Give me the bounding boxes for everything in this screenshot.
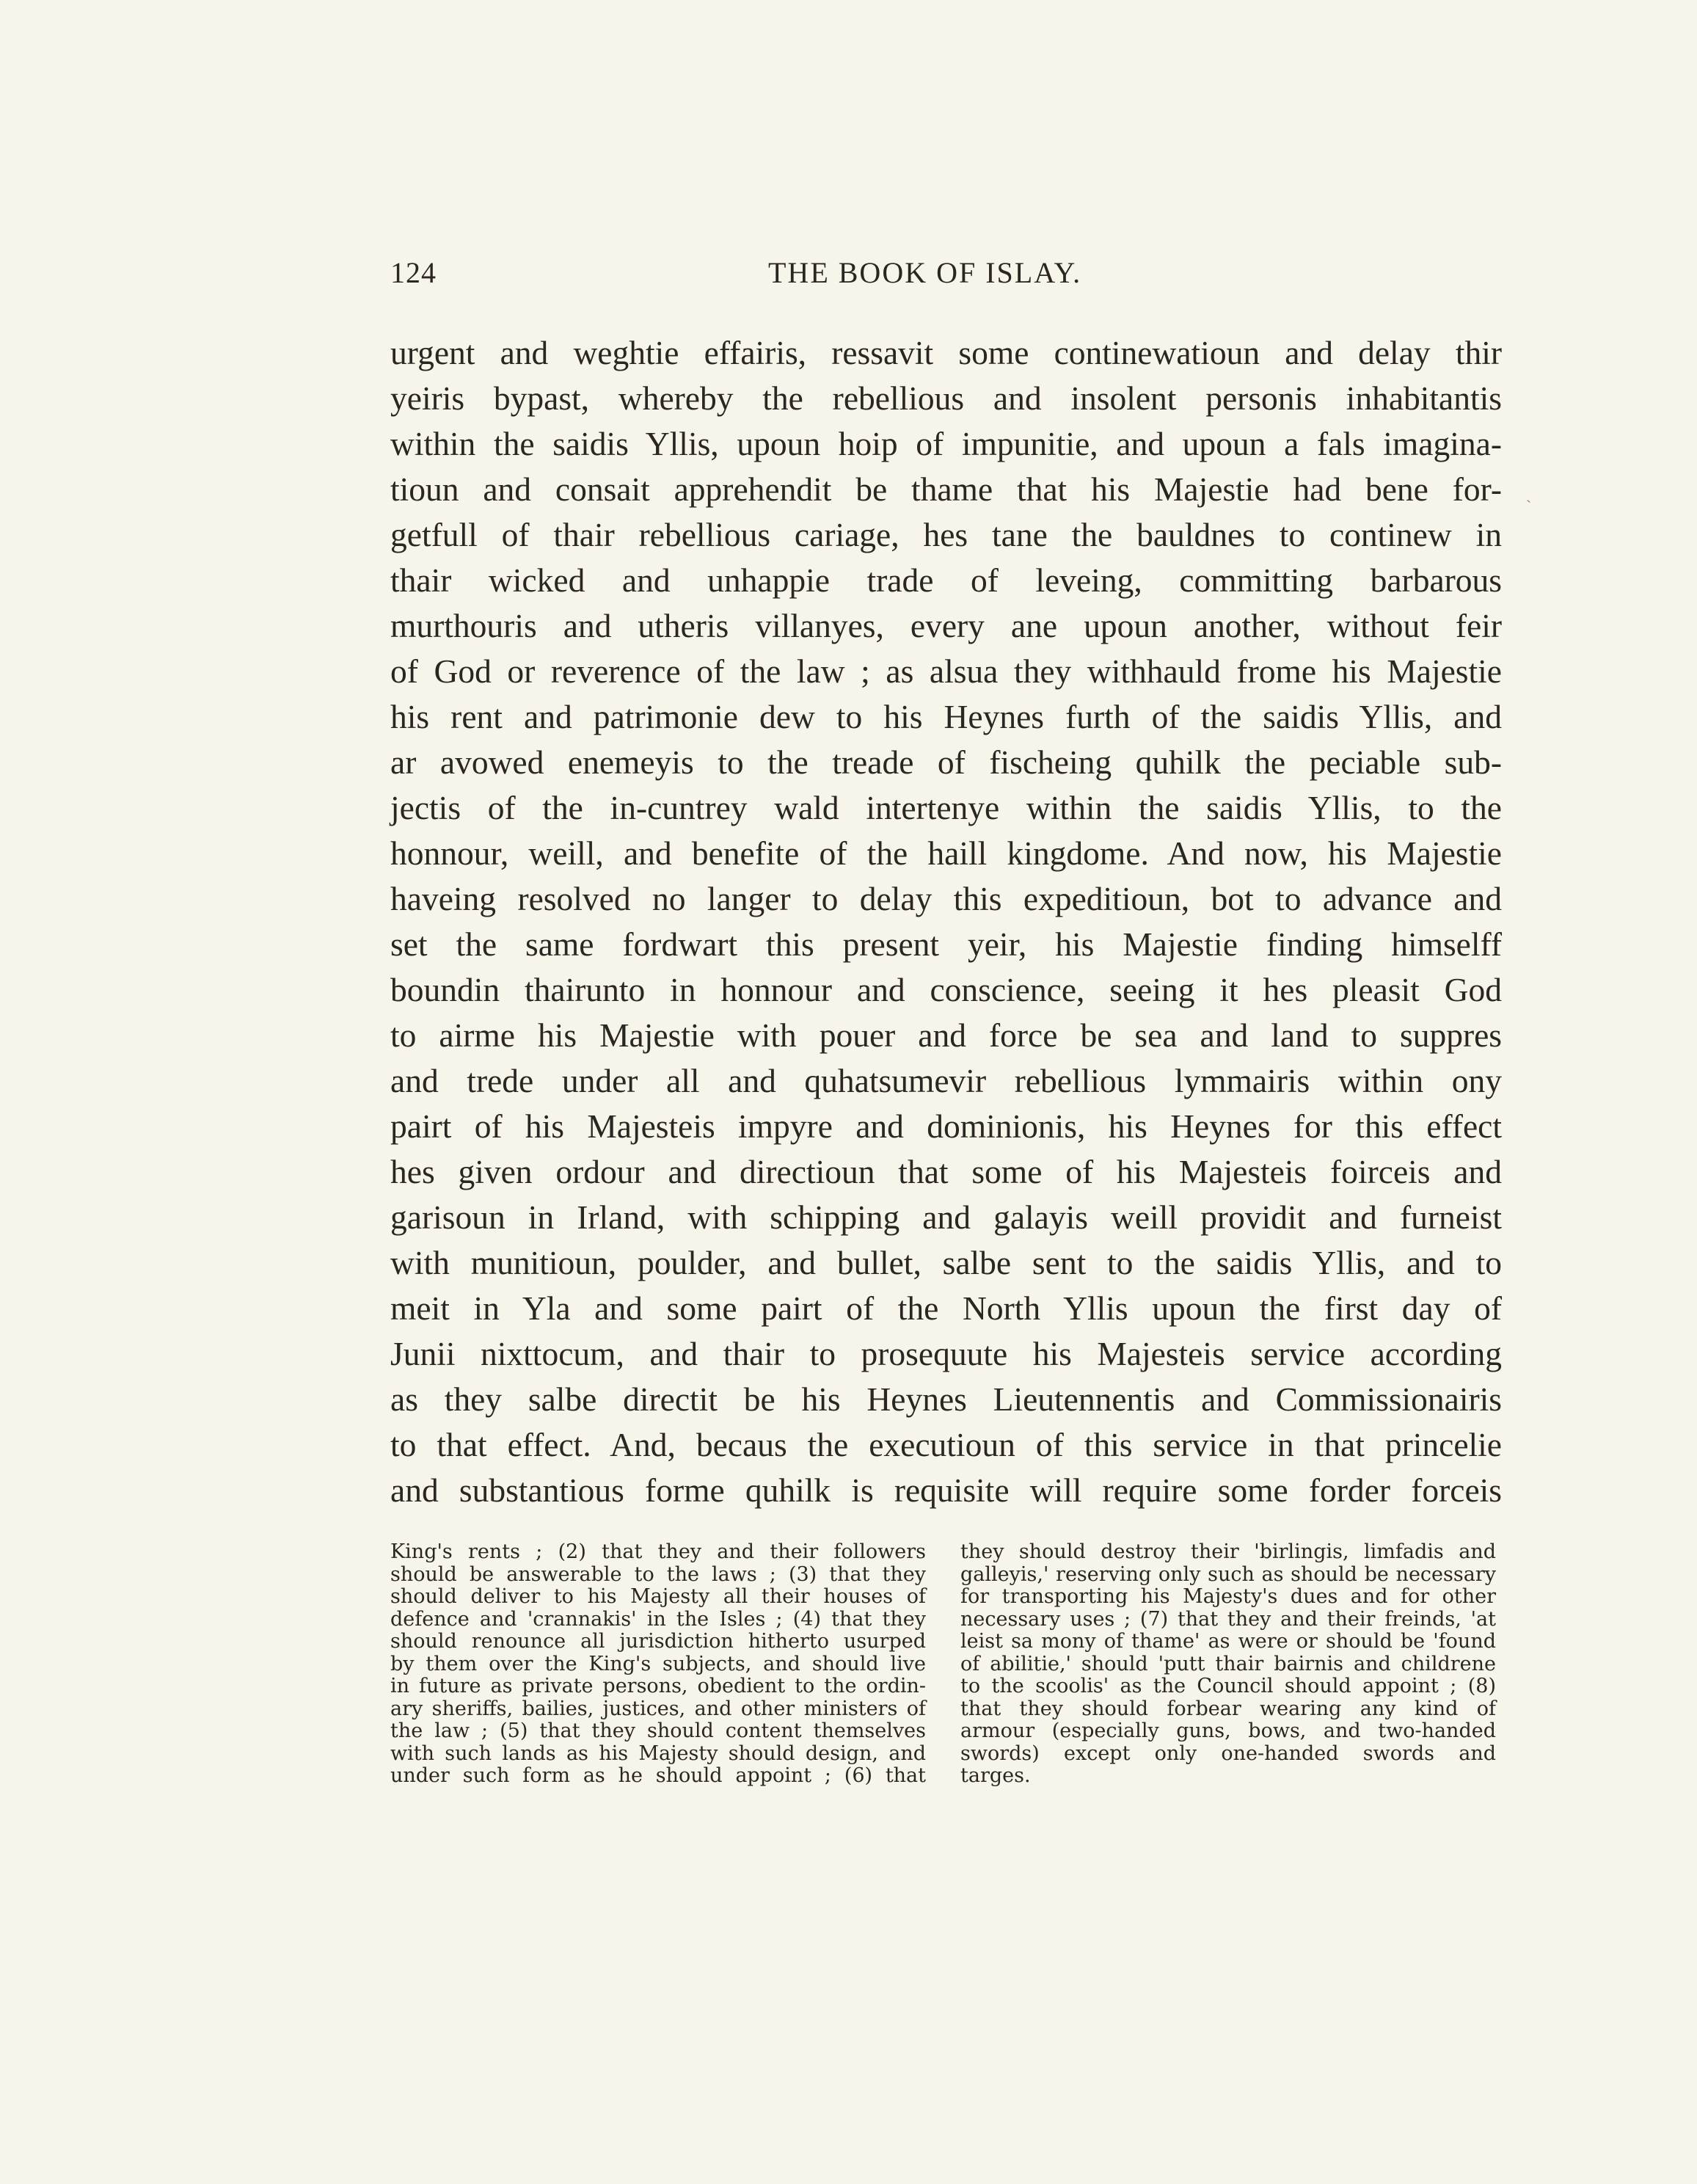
text-line: his rent and patrimonie dew to his Heynes furth of the saidis Yllis, and [390,698,1502,735]
footnote-line: necessary uses ; (7) that they and their freinds, 'at [960,1607,1496,1631]
footnote-line: under such form as he should appoint ; (6) that [390,1764,926,1787]
text-line: thair wicked and unhappie trade of leveing, committing barbarous [390,561,1502,599]
footnote-line: for transporting his Majesty's dues and for other [960,1585,1496,1608]
text-line: tioun and consait apprehendit be thame that his Majestie had bene for- [390,470,1502,508]
text-line: ar avowed enemeyis to the treade of fischeing quhilk the peciable sub- [390,743,1502,781]
text-line: pairt of his Majesteis impyre and dominionis, his Heynes for this effect [390,1107,1502,1145]
footnote-line: they should destroy their 'birlingis, limfadis and [960,1540,1496,1563]
text-line: Junii nixttocum, and thair to prosequute his Majesteis service according [390,1335,1502,1372]
footnote-line: of abilitie,' should 'putt thair bairnis and childrene [960,1652,1496,1675]
text-line: garisoun in Irland, with schipping and galayis weill providit and furneist [390,1198,1502,1236]
text-line: with munitioun, poulder, and bullet, salbe sent to the saidis Yllis, and to [390,1244,1502,1281]
footnote-line: ary sheriffs, bailies, justices, and other ministers of [390,1697,926,1720]
footnote-line: the law ; (5) that they should content themselves [390,1719,926,1742]
footnotes [390,1541,1498,1857]
page-number: 124 [390,256,437,289]
text-line: set the same fordwart this present yeir, his Majestie finding himselff [390,925,1502,963]
footnote-line: King's rents ; (2) that they and their followers [390,1540,926,1563]
footnote-line: swords) except only one-handed swords and [960,1741,1496,1765]
text-line: meit in Yla and some pairt of the North Yllis upoun the first day of [390,1289,1502,1327]
footnote-line: by them over the King's subjects, and should live [390,1652,926,1675]
text-line: within the saidis Yllis, upoun hoip of impunitie, and upoun a fals imagina- [390,425,1502,462]
footnote-line: leist sa mony of thame' as were or should be 'found [960,1630,1496,1653]
text-line: yeiris bypast, whereby the rebellious and insolent personis inhabitantis [390,379,1502,417]
running-title: THE BOOK OF ISLAY. [768,256,1082,289]
text-line: as they salbe directit be his Heynes Lieutennentis and Commissionairis [390,1380,1502,1418]
footnote-line: armour (especially guns, bows, and two-handed [960,1719,1496,1742]
text-line: hes given ordour and directioun that some of his Majesteis foirceis and [390,1153,1502,1190]
text-line: of God or reverence of the law ; as alsua they withhauld frome his Majestie [390,652,1502,690]
text-line: getfull of thair rebellious cariage, hes tane the bauldnes to continew in [390,516,1502,553]
footnote-line: defence and 'crannakis' in the Isles ; (4) that they [390,1607,926,1631]
footnote-line: that they should forbear wearing any kind of [960,1697,1496,1720]
footnote-column-right [960,1541,1496,1788]
text-line: and substantious forme quhilk is requisite will require some forder forceis [390,1471,1502,1509]
text-line: haveing resolved no langer to delay this expeditioun, bot to advance and [390,880,1502,917]
footnote-column-left [390,1541,926,1788]
text-line: urgent and weghtie effairis, ressavit some continewatioun and delay thir [390,334,1502,371]
margin-mark: ˏ [1526,485,1532,503]
main-text-body [390,330,1502,1513]
footnote-line: should be answerable to the laws ; (3) that they [390,1562,926,1586]
text-line: murthouris and utheris villanyes, every ane upoun another, without feir [390,607,1502,644]
page-header [390,255,1498,292]
text-line: jectis of the in-cuntrey wald intertenye within the saidis Yllis, to the [390,789,1502,826]
footnote-line: should renounce all jurisdiction hitherto usurped [390,1630,926,1653]
footnote-line: should deliver to his Majesty all their houses of [390,1585,926,1608]
footnote-line: to the scoolis' as the Council should appoint ; (8) [960,1675,1496,1697]
text-line: to airme his Majestie with pouer and force be sea and land to suppres [390,1016,1502,1054]
footnote-line: with such lands as his Majesty should design, and [390,1741,926,1765]
text-line: boundin thairunto in honnour and conscience, seeing it hes pleasit God [390,971,1502,1008]
footnote-line: galleyis,' reserving only such as should be necessary [960,1562,1496,1586]
text-line: and trede under all and quhatsumevir rebellious lymmairis within ony [390,1062,1502,1099]
text-line: honnour, weill, and benefite of the haill kingdome. And now, his Majestie [390,834,1502,872]
text-line: to that effect. And, becaus the executioun of this service in that princelie [390,1426,1502,1463]
footnote-line: in future as private persons, obedient to the ordin- [390,1675,926,1697]
footnote-line: targes. [960,1764,1031,1787]
